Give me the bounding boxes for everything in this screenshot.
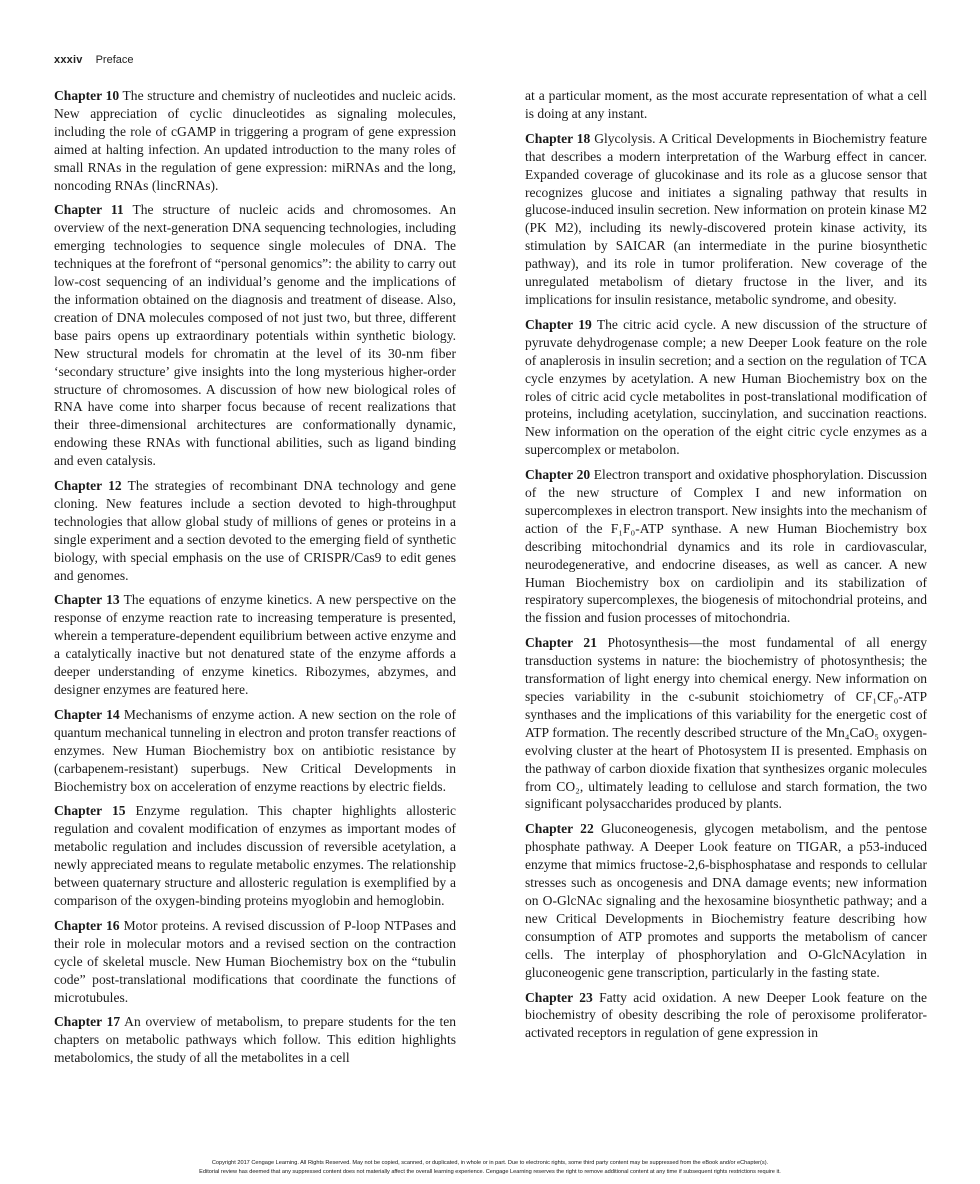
copyright-line-1: Copyright 2017 Cengage Learning. All Rights Reserved. May not be copied, scanned, or duplicated, in whole or in part. Due to electronic rights, some third party content may be suppressed from the eBook and/or eChapter(s).: [211, 1160, 769, 1166]
paragraph-text: Photosynthesis—the most fundamental of all energy transduction systems in nature: the biochemistry of photosynthesis; the transformation of light energy into chemical energy. New information on species variability in the c-subunit stoichiometry of CF₁CF₀-ATP synthases and the implications of this variability for the energetic cost of ATP formation. The recently described structure of the Mn₄CaO₅ oxygen-evolving cluster at the heart of Photosystem II is presented. Emphasis on the pathway of carbon dioxide fixation that synthesizes organic molecules from CO₂, ultimately leading to cellulose and starch formation, the two significant polysaccharides produced by plants.: [525, 635, 927, 812]
paragraph-text: at a particular moment, as the most accurate representation of what a cell is doing at any instant.: [525, 88, 927, 121]
chapter-heading: Chapter 13: [54, 592, 120, 608]
paragraph-text: The equations of enzyme kinetics. A new perspective on the response of enzyme reaction rate to increasing temperature is presented, wherein a temperature-dependent equilibrium between active enzyme and a catalytically inactive but not denatured state of the enzyme affords a deeper understanding of enzyme kinetics. Ribozymes, abzymes, and designer enzymes are featured here.: [54, 592, 456, 697]
chapter-heading: Chapter 12: [54, 478, 122, 494]
paragraph-text: The structure of nucleic acids and chromosomes. An overview of the next-generation DNA sequencing technologies, including emerging technologies to sequence single molecules of DNA. The techniques at the forefront of “personal genomics”: the ability to carry out low-cost sequencing of an individual’s genome and the implications of the information obtained on the diagnosis and treatment of disease. Also, creation of DNA molecules composed of not just two, but three, different base pairs opens up extraordinary potentials within synthetic biology. New structural models for chromatin at the level of its 30-nm fiber ‘secondary structure’ give insights into the long mysterious higher-order structure of chromosomes. A discussion of how new biological roles of RNA have come into sharper focus because of recent realizations that their three-dimensional architectures are conformationally dynamic, endowing these RNAs with functional abilities, such as ligand binding and even catalysis.: [54, 202, 456, 469]
right-column: [525, 87, 927, 1074]
copyright-footer: [0, 1159, 980, 1176]
paragraph-chapter-18: [525, 130, 927, 309]
paragraph-chapter-21: [525, 634, 927, 813]
paragraph-text: An overview of metabolism, to prepare students for the ten chapters on metabolic pathways which follow. This edition highlights metabolomics, the study of all the metabolites in a cell: [54, 1014, 456, 1066]
chapter-heading: Chapter 23: [525, 989, 593, 1005]
paragraph-chapter-17: [54, 1013, 456, 1067]
chapter-heading: Chapter 11: [54, 202, 124, 218]
chapter-heading: Chapter 15: [54, 803, 126, 819]
paragraph-chapter-10: [54, 87, 456, 194]
paragraph-text: The structure and chemistry of nucleotides and nucleic acids. New appreciation of cyclic dinucleotides as signaling molecules, including the role of cGAMP in triggering a program of gene expression aimed at halting infection. An updated introduction to the many roles of small RNAs in the regulation of gene expression: miRNAs and the long, noncoding RNAs (lincRNAs).: [54, 88, 457, 193]
page-number: xxxiv: [54, 54, 83, 66]
paragraph-chapter-17-continued: [525, 87, 927, 123]
paragraph-chapter-13: [54, 591, 456, 698]
chapter-heading: Chapter 20: [525, 467, 591, 483]
chapter-heading: Chapter 18: [525, 130, 591, 146]
text-columns: [54, 87, 927, 1074]
chapter-heading: Chapter 21: [525, 635, 597, 651]
paragraph-text: The strategies of recombinant DNA technology and gene cloning. New features include a section devoted to high-throughput technologies that allow global study of millions of genes or proteins in a single experiment and a section devoted to the emerging field of synthetic biology, with special emphasis on the use of CRISPR/Cas9 to edit genes and genomes.: [54, 478, 456, 583]
paragraph-text: The citric acid cycle. A new discussion of the structure of pyruvate dehydrogenase comple; a new Deeper Look feature on the role of anaplerosis in insulin secretion; and a section on the regulation of TCA cycle enzymes by acetylation. A new Human Biochemistry box on the roles of citric acid cycle metabolites in post-translational modification of proteins, including acetylation, succinylation, and succination reactions. New information on the operation of the eight citric cycle enzymes as a supercomplex or metabolon.: [525, 316, 927, 458]
chapter-heading: Chapter 17: [54, 1014, 121, 1030]
paragraph-text: Enzyme regulation. This chapter highlights allosteric regulation and covalent modification of enzymes as important modes of metabolic regulation and includes discussion of reversible acetylation, a newly appreciated means to regulate metabolic enzymes. The relationship between quaternary structure and allosteric regulation is exemplified by a comparison of the oxygen-binding proteins myoglobin and hemoglobin.: [54, 803, 456, 908]
paragraph-chapter-20: [525, 466, 927, 627]
chapter-heading: Chapter 22: [525, 821, 594, 837]
paragraph-text: Glycolysis. A Critical Developments in Biochemistry feature that describes a modern interpretation of the Warburg effect in cancer. Expanded coverage of glucokinase and its role as a glucose sensor that recognizes glucose and initiates a signaling pathway that results in glucose-induced insulin secretion. New information on protein kinase M2 (PK M2), including its newly-discovered protein kinase activity, its stimulation by SAICAR (an intermediate in the purine biosynthetic pathway), and its role in tumor proliferation. New coverage of the unregulated metabolism of dietary fructose in the liver, and its implications for insulin resistance, metabolic syndrome, and obesity.: [525, 130, 927, 307]
chapter-heading: Chapter 14: [54, 706, 120, 722]
paragraph-chapter-12: [54, 477, 456, 584]
chapter-heading: Chapter 19: [525, 316, 592, 332]
copyright-line-2: Editorial review has deemed that any suppressed content does not materially affect the overall learning experience. Cengage Learning reserves the right to remove additional content at any time if subsequent rights restrictions require it.: [199, 1168, 781, 1175]
paragraph-text: Motor proteins. A revised discussion of P-loop NTPases and their role in molecular motors and a revised section on the contraction cycle of skeletal muscle. New Human Biochemistry box on the “tubulin code” post-translational modifications that coordinate the functions of microtubules.: [54, 917, 456, 1005]
paragraph-chapter-11: [54, 201, 456, 470]
running-head: [54, 54, 134, 66]
paragraph-text: Gluconeogenesis, glycogen metabolism, and the pentose phosphate pathway. A Deeper Look feature on TIGAR, a p53-induced enzyme that mimics fructose-2,6-bisphosphatase and responds to cellular stresses such as oncogenesis and DNA damage events; new information on O-GlcNAc signaling and the hexosamine biosynthetic pathway; and a new Critical Developments in Biochemistry feature describing how consumption of ATP promotes and supports the metabolism of cancer cells. The interplay of phosphorylation and O-GlcNAcylation in gluconeogenic gene transcription, particularly in the fasting state.: [525, 821, 927, 980]
paragraph-chapter-19: [525, 316, 927, 459]
paragraph-text: Fatty acid oxidation. A new Deeper Look feature on the biochemistry of obesity describing the role of peroxisome proliferator-activated receptors in regulation of gene expression in: [525, 989, 927, 1041]
chapter-heading: Chapter 16: [54, 917, 120, 933]
chapter-heading: Chapter 10: [54, 88, 120, 103]
paragraph-text: Electron transport and oxidative phosphorylation. Discussion of the new structure of Complex I and new information on supercomplexes in electron transport. New insights into the mechanism of action of the F₁F₀-ATP synthase. A new Human Biochemistry box describing mitochondrial dynamics and its role in cardiovascular, neurodegenerative, and endocrine diseases, as well as cancer. A new Human Biochemistry box on cardiolipin and its stabilization of respiratory supercomplexes, the biogenesis of mitochondrial proteins, and the fission and fusion processes of mitochondria.: [525, 467, 927, 626]
paragraph-chapter-23: [525, 989, 927, 1043]
paragraph-chapter-15: [54, 802, 456, 909]
running-head-section: Preface: [95, 54, 134, 66]
paragraph-chapter-16: [54, 917, 456, 1007]
paragraph-chapter-14: [54, 706, 456, 796]
paragraph-text: Mechanisms of enzyme action. A new section on the role of quantum mechanical tunneling in electron and proton transfer reactions of enzymes. New Human Biochemistry box on antibiotic resistance by (carbapenem-resistant) superbugs. New Critical Developments in Biochemistry box on acceleration of enzyme reactions by electric fields.: [54, 706, 456, 794]
left-column: [54, 87, 456, 1074]
paragraph-chapter-22: [525, 820, 927, 981]
